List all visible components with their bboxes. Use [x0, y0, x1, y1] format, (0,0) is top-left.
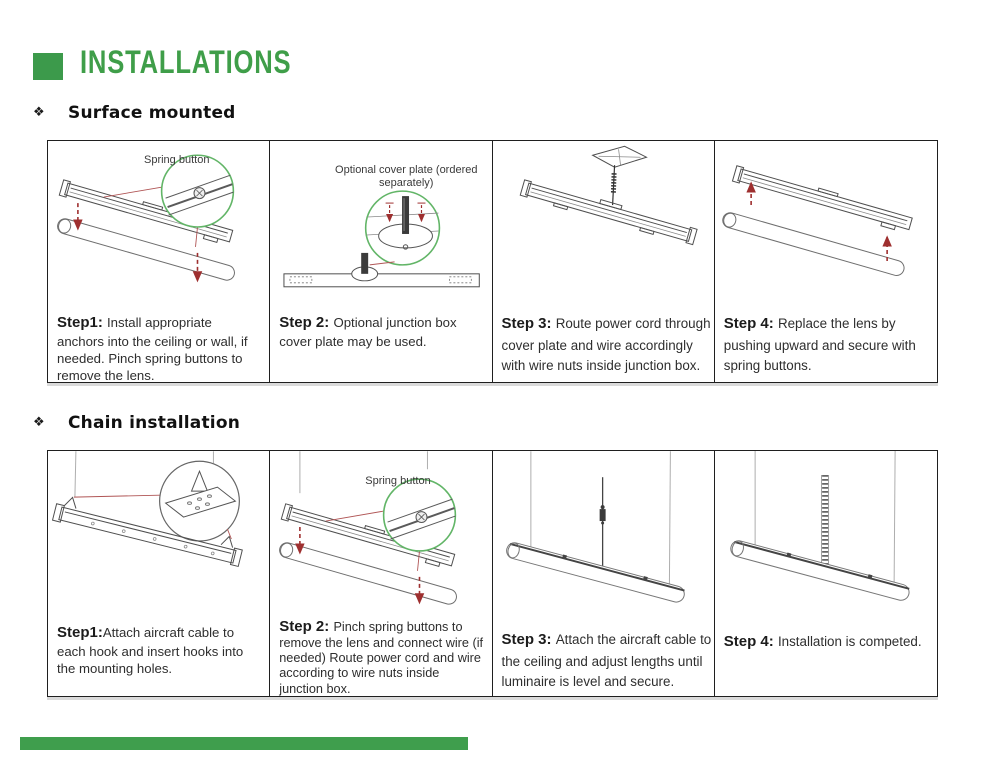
step-text: Step 4: Installation is competed. [723, 633, 922, 650]
surface-step4-illustration [715, 141, 937, 311]
step-text: Step 2: Optional junction box cover plate may be used. [279, 314, 457, 349]
chain-installation-table [47, 450, 938, 697]
chain-step1-illustration [48, 451, 269, 623]
spring-button-callout: Spring button [144, 154, 210, 166]
hook-icon [64, 496, 78, 509]
step-text: Step 3: Route power cord through cover plate and wire accordingly with wire nuts inside junction box. [501, 315, 711, 374]
chain-step1-panel [48, 451, 270, 696]
chain-step3-panel [493, 451, 715, 696]
chain-step4-illustration [715, 451, 937, 623]
chain-step2-panel [270, 451, 492, 696]
step-text: Step1: Install appropriate anchors into the ceiling or wall, if needed. Pinch spring buttons to remove the lens. [57, 314, 248, 382]
luminaire-tube [504, 540, 686, 604]
lens-tube [56, 217, 236, 282]
step-text: Step 3: Attach the aircraft cable to the ceiling and adjust lengths until luminaire is level and secure. [501, 631, 712, 690]
surface-step2-panel [270, 141, 492, 382]
fixture-bar [284, 274, 479, 287]
aircraft-cable [669, 451, 670, 585]
surface-step1-panel [48, 141, 270, 382]
cable-adjuster [599, 509, 605, 521]
chain-step4-panel [715, 451, 937, 696]
cover-plate-callout: Optional cover plate (ordered separately) [335, 164, 478, 189]
luminaire-tube [729, 538, 911, 602]
step-text: Step 2: Pinch spring buttons to remove the lens and connect wire (if needed) Route power cord and wire according to wire nuts inside junction box. [279, 618, 484, 696]
step-text: Step 4: Replace the lens by pushing upward and secure with spring buttons. [723, 315, 916, 374]
surface-mounted-table [47, 140, 938, 383]
lens-tube [278, 541, 458, 606]
step-text: Step1:Attach aircraft cable to each hook and insert hooks into the mounting holes. [57, 624, 244, 676]
surface-step3-illustration [493, 141, 714, 311]
page-title: INSTALLATIONS [80, 44, 292, 80]
spring-button-callout: Spring button [365, 475, 431, 487]
chain-step3-illustration [493, 451, 714, 623]
surface-step4-panel [715, 141, 937, 382]
aircraft-cable [894, 451, 895, 583]
diamond-bullet-icon: ❖ [33, 105, 45, 120]
footer-accent-bar [20, 737, 468, 750]
aircraft-cable [75, 451, 76, 497]
section-heading-surface: Surface mounted [68, 103, 236, 123]
hook-icon [221, 535, 235, 548]
header-accent-square [33, 53, 63, 80]
diamond-bullet-icon: ❖ [33, 415, 45, 430]
section-heading-chain: Chain installation [68, 413, 241, 433]
surface-step3-panel [493, 141, 715, 382]
